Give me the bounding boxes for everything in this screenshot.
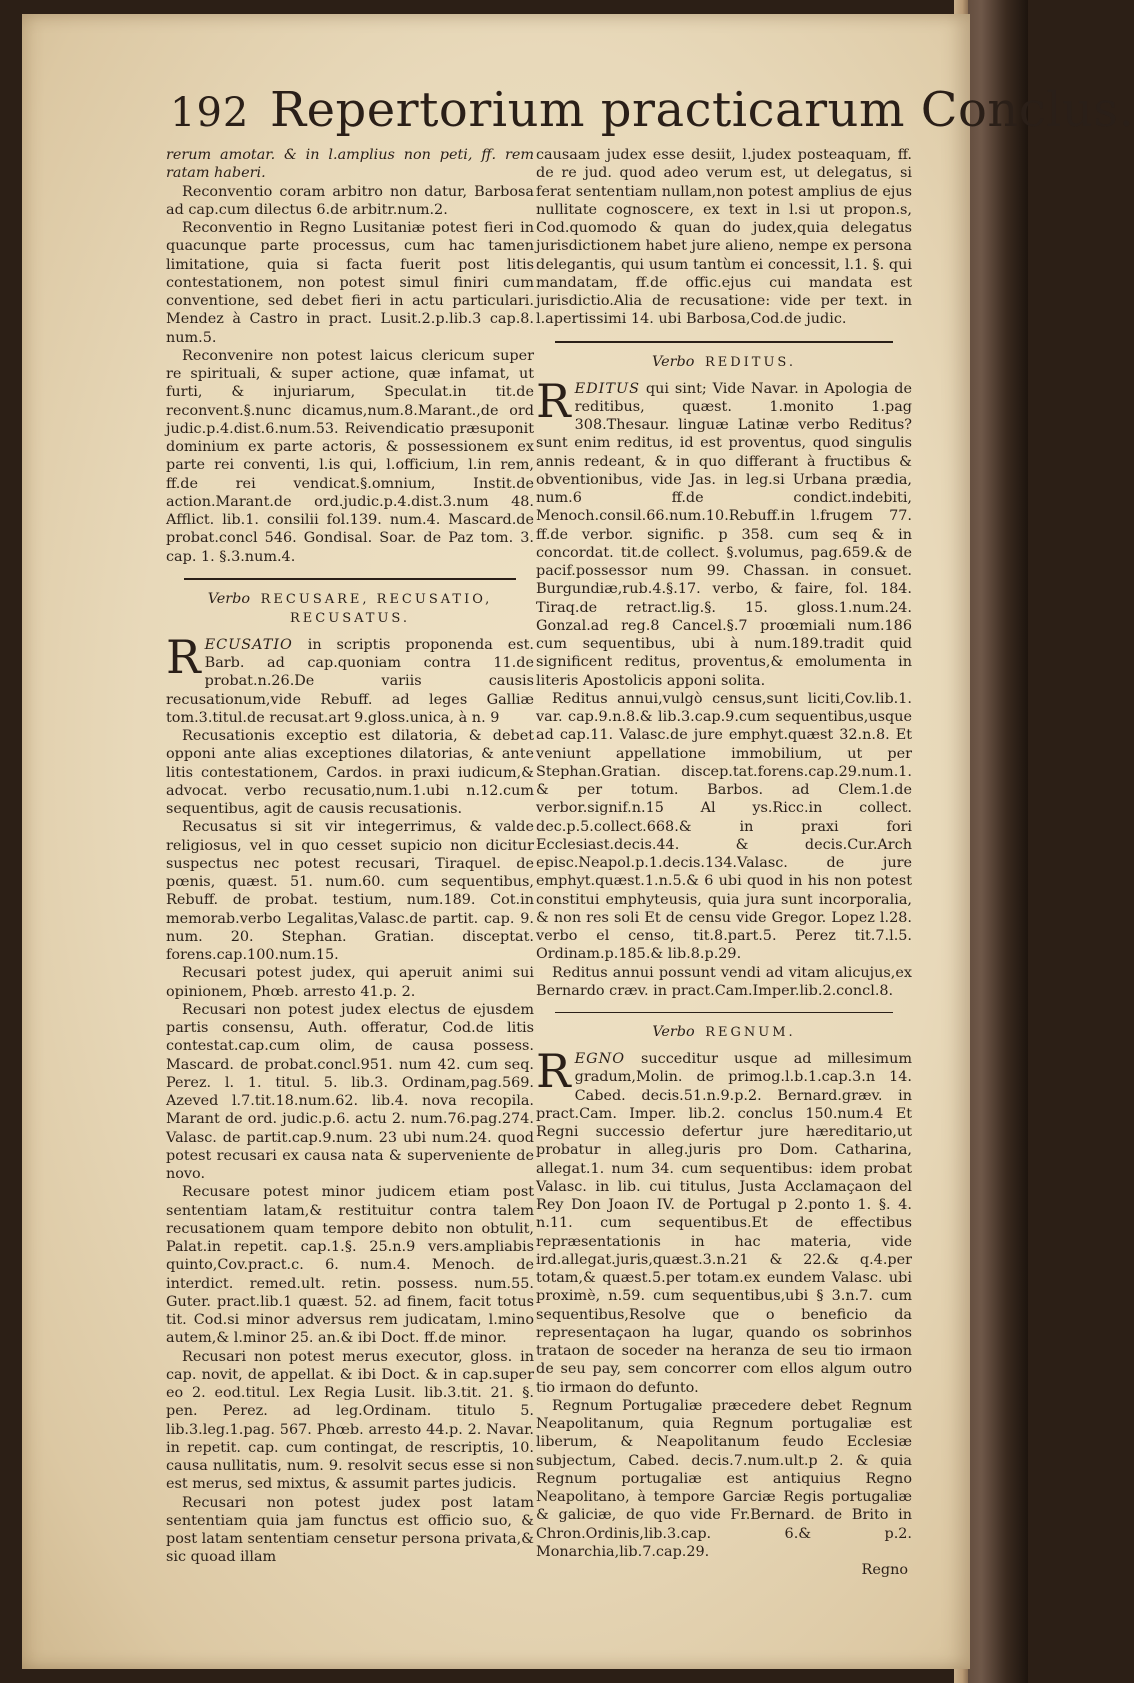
drop-capital: R xyxy=(536,373,571,428)
paragraph-recusari-electus: Recusari non potest judex electus de ejusdem partis consensu, Auth. offeratur, Cod.de litis contestat.cap.cum olim, de causa possess. Mascard. de probat.concl.951. num 42. cum seq. Perez. l. 1. titul. 5. lib.3. Ordinam,pag.569. Azeved l.7.tit.18.num.62. lib.4. nova recopila. Marant de ord. judic.p.6. actu 2. num.76.pag.274. Valasc. de partit.cap.9.num. 23 ubi num.24. quod potest recusari ex causa nata & superveniente de novo. xyxy=(166,1001,534,1182)
paragraph-recusatus: Recusatus si sit vir integerrimus, & valde religiosus, vel in quo cesset supicio non dicitur suspectus nec potest recusari, Tiraquel. de pœnis, quæst. 51. num.60. cum sequentibus, Rebuff. de probat. testium, num.189. Cot.in memorab.verbo Legalitas,Valasc.de partit. cap. 9. num. 20. Stephan. Gratian. disceptat. forens.cap.100.num.15. xyxy=(166,819,534,963)
page-number: 192 xyxy=(170,90,250,136)
paragraph-reditus-annui-vendi: Reditus annui possunt vendi ad vitam alicujus,ex Bernardo cræv. in pract.Cam.Imper.lib.2.concl.8. xyxy=(536,964,912,999)
paragraph-text: succeditur usque ad millesimum gradum,Molin. de primog.l.b.1.cap.3.n 14. Cabed. decis.51.n.9.p.2. Bernard.græv. in pract.Cam. Imper. lib.2. conclus 150.num.4 Et Regni successio defertur jure hæreditario,ut probatur in alleg.juris pro Dom. Catharina, allegat.1. num 34. cum sequentibus: idem probat Valasc. in lib. cui titulus, Justa Acclamaçaon del Rey Don Joaon IV. de Portugal p 2.ponto 1. §. 4. n.11. cum sequentibus.Et de effectibus repræsentationis in hac materia, vide ird.allegat.juris,quæst.3.n.21 & 22.& q.4.per totam,& quæst.5.per totam.ex eundem Valasc. ubi proximè, n.59. cum sequentibus,ubi § 3.n.7. cum sequentibus,Resolve que o beneficio da representaçaon ha lugar, quando os sobrinhos trataon de soceder na heranza de seu tio irmaon de seu pay, sem concorrer com ellos algum outro tio irmaon do defunto. xyxy=(536,1051,912,1396)
paragraph-recusationis-exceptio: Recusationis exceptio est dilatoria, & debet opponi ante alias exceptiones dilatorias, & ante litis contestationem, Cardos. in praxi iudicum,& advocat. verbo recusatio,num.1.ubi n.12.cum sequentibus, agit de causis recusationis. xyxy=(166,728,534,817)
first-word: ECUSATIO xyxy=(204,636,293,653)
paragraph-recusari-executor: Recusari non potest merus executor, gloss. in cap. novit, de appellat. & ibi Doct. & in cap.super eo 2. eod.titul. Lex Regia Lusit. lib.3.tit. 21. §. pen. Perez. ad leg.Ordinam. titulo 5. lib.3.leg.1.pag. 567. Phœb. arresto 44.p. 2. Navar. in repetit. cap. cum contingat, de rescriptis, 10. causa nullitatis, num. 9. resolvit secus esse si non est merus, sed mixtus, & assumit partes judicis. xyxy=(166,1348,534,1493)
paragraph-recusare-minor: Recusare potest minor judicem etiam post sententiam latam,& restituitur contra talem recusationem quam tempore debito non obtulit, Palat.in repetit. cap.1.§. 25.n.9 vers.ampliabis quinto,Cov.pract.c. 6. num.4. Menoch. de interdict. remed.ult. retin. possess. num.55. Guter. pract.lib.1 quæst. 52. ad finem, facit totus tit. Cod.si minor adversus rem judicatam, l.mino autem,& l.minor 25. an.& ibi Doct. ff.de minor. xyxy=(166,1184,534,1347)
book-page xyxy=(22,14,1134,1669)
paragraph-reditus-annui-liciti: Reditus annui,vulgò census,sunt liciti,Cov.lib.1. var. cap.9.n.8.& lib.3.cap.9.cum sequentibus,usque ad cap.11. Valasc.de jure emphyt.quæst 32.n.8. Et veniunt appellatione immobilium, ut per Stephan.Gratian. discep.tat.forens.cap.29.num.1. & per totum. Barbos. ad Clem.1.de verbor.signif.n.15 Al ys.Ricc.in collect. dec.p.5.collect.668.& in praxi fori Ecclesiast.decis.44. & decis.Cur.Arch episc.Neapol.p.1.decis.134.Valasc. de jure emphyt.quæst.1.n.5.& 6 ubi quod in his non potest constitui emphyteusis, quia jura sunt incorporalia, & non res soli Et de censu vide Gregor. Lopez l.28. verbo el censo, tit.8.part.5. Perez tit.7.l.5. Ordinam.p.185.& lib.8.p.29. xyxy=(536,690,912,963)
heading-title: REGNUM. xyxy=(705,1025,796,1040)
section-divider xyxy=(555,1012,893,1013)
paragraph-reditus xyxy=(536,373,912,690)
right-continuation-text: causaam judex esse desiit, l.judex posteaquam, ff. de re jud. quod adeo verum est, ut delegatus, si ferat sententiam nullam,non potest amplius de ejus nullitate cognoscere, ex text in l.si ut propon.s, Cod.quomodo & quan do judex,quia delegatus jurisdictionem habet jure alieno, nempe ex persona delegantis, qui usum tantùm ei concessit, l.1. §. qui mandatam, ff.de offic.ejus cui mandata est jurisdictio.Alia de recusatione: vide per text. in l.apertissimi 14. ubi Barbosa,Cod.de judic. xyxy=(536,147,912,328)
section-divider xyxy=(555,341,893,343)
page-header xyxy=(170,76,1134,146)
section-heading-reditus xyxy=(536,353,912,372)
first-word: EDITUS xyxy=(574,380,640,397)
paragraph-reconvenire: Reconvenire non potest laicus clericum super re spirituali, & super actione, quæ infamat, ut furti, & injuriarum, Speculat.in tit.de reconvent.§.nunc dicamus,num.8.Marant.,de ord judic.p.4.dist.6.num.53. Reivendicatio præsuponit dominium ex parte actoris, & possessionem ex parte rei conventi, l.is qui, l.officium, l.in rem, ff.de rei vendicat.§.omnium, Instit.de action.Marant.de ord.judic.p.4.dist.3.num 48. Afflict. lib.1. consilii fol.139. num.4. Mascard.de probat.concl 546. Gondisal. Soar. de Paz tom. 3. cap. 1. §.3.num.4. xyxy=(166,347,534,565)
running-title: Repertorium practicarum Conclus. xyxy=(270,82,1134,138)
catchword: Regno xyxy=(861,1562,908,1578)
paragraph-recusari-post-sententiam: Recusari non potest judex post latam sententiam quia jam functus est officio suo, & post latam sententiam censetur persona privata,& sic quoad illam xyxy=(166,1494,534,1566)
paragraph-regno xyxy=(536,1044,912,1397)
heading-title: REDITUS. xyxy=(704,354,796,370)
paragraph-reconventio-lusitania: Reconventio in Regno Lusitaniæ potest fieri in quacunque parte processus, cum hac tamen limitatione, quia si facta fuerit post litis contestationem, non potest simul finiri cum conventione, sed debet fieri in actu particulari. Mendez à Castro in pract. Lusit.2.p.lib.3 cap.8. num.5. xyxy=(166,220,534,346)
drop-capital: R xyxy=(536,1044,571,1098)
left-continuation-text: rerum amotar. & in l.amplius non peti, ff. rem ratam haberi. xyxy=(166,147,534,182)
paragraph-reconventio-arbitro: Reconventio coram arbitro non datur, Barbosa ad cap.cum dilectus 6.de arbitr.num.2. xyxy=(166,183,534,218)
heading-verbo: Verbo xyxy=(652,353,695,370)
heading-verbo: Verbo xyxy=(207,590,251,607)
section-heading-regnum xyxy=(536,1023,912,1042)
paragraph-recusatio xyxy=(166,629,534,727)
right-column xyxy=(536,146,912,1579)
heading-verbo: Verbo xyxy=(652,1024,695,1040)
heading-title: RECUSARE, RECUSATIO, RECUSATUS. xyxy=(260,591,493,626)
section-divider xyxy=(184,578,515,580)
paragraph-text: qui sint; Vide Navar. in Apologia de reditibus, quæst. 1.monito 1.pag 308.Thesaur. linguæ Latinæ verbo Reditus? sunt enim reditus, id est proventus, quod singulis annis redeant, & in quo differant à fructibus & obventionibus, vide Jas. in leg.si Urbana prædia, num.6 ff.de condict.indebiti, Menoch.consil.66.num.10.Rebuff.in l.frugem 77. ff.de verbor. signific. p 358. cum seq & in concordat. tit.de collect. §.volumus, pag.659.& de pacif.possessor num 99. Chassan. in consuet. Burgundiæ,rub.4.§.17. verbo, & faire, fol. 184. Tiraq.de retract.lig.§. 15. gloss.1.num.24. Gonzal.ad reg.8 Cancel.§.7 proœmiali num.186 cum sequentibus, ubi à num.189.tradit quid significent reditus, proventus,& emolumenta in literis Apostolicis apponi solita. xyxy=(536,380,912,689)
paragraph-regnum-portugaliae: Regnum Portugaliæ præcedere debet Regnum Neapolitanum, quia Regnum portugaliæ est liberum, & Neapolitanum feudo Ecclesiæ subjectum, Cabed. decis.7.num.ult.p 2. & quia Regnum portugaliæ est antiquius Regno Neapolitano, à tempore Garciæ Regis portugaliæ & galiciæ, de quo vide Fr.Bernard. de Brito in Chron.Ordinis,lib.3.cap. 6.& p.2. Monarchia,lib.7.cap.29. xyxy=(536,1397,912,1560)
section-heading-recusare xyxy=(166,590,534,628)
paragraph-recusari-opinionem: Recusari potest judex, qui aperuit animi sui opinionem, Phœb. arresto 41.p. 2. xyxy=(166,965,534,1000)
first-word: EGNO xyxy=(574,1051,626,1067)
left-column xyxy=(166,146,534,1567)
drop-capital: R xyxy=(166,629,201,684)
paragraph-text: in scriptis proponenda est. Barb. ad cap.quoniam contra 11.de probat.n.26.De variis causis recusationum,vide Rebuff. ad leges Galliæ tom.3.titul.de recusat.art 9.gloss.unica, à n. 9 xyxy=(166,636,534,726)
